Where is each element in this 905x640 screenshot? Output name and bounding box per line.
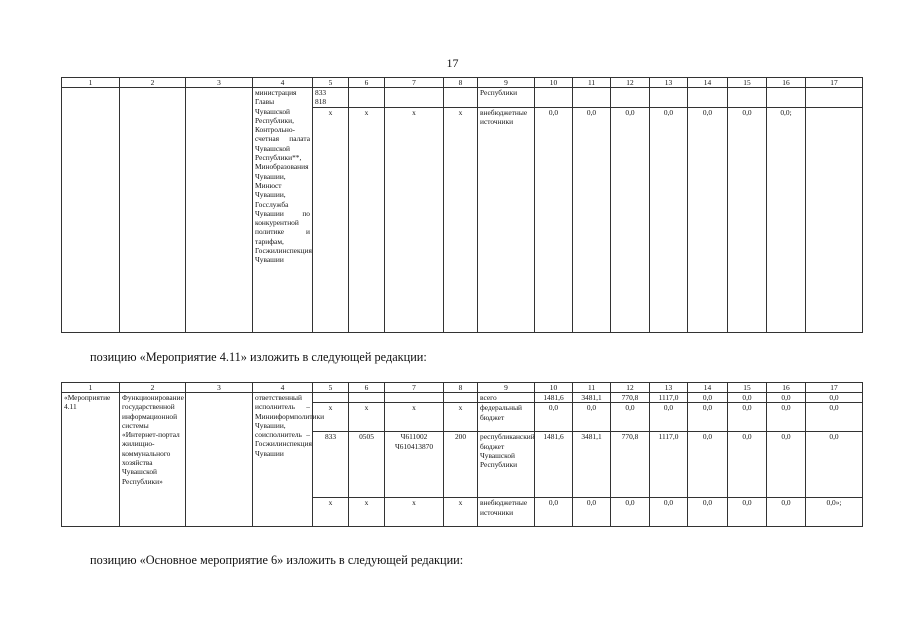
col-header: 9 xyxy=(478,78,535,88)
value-cell: 0,0 xyxy=(806,432,863,498)
empty-cell xyxy=(688,88,728,108)
value-cell: 0,0 xyxy=(688,107,728,332)
grbs-code-cell: 833 818 xyxy=(313,88,349,108)
instruction-paragraph: позицию «Основное мероприятие 6» изложить в следующей редакции: xyxy=(90,553,464,567)
code-cell: x xyxy=(313,403,349,432)
col-header: 5 xyxy=(313,383,349,393)
value-cell: 0,0 xyxy=(535,107,573,332)
value-cell: 1117,0 xyxy=(650,393,688,403)
col-header: 17 xyxy=(806,383,863,393)
value-cell: 0,0 xyxy=(573,403,611,432)
col-header: 14 xyxy=(688,78,728,88)
value-cell: 0,0 xyxy=(535,403,573,432)
funding-source-cell: всего xyxy=(478,393,535,403)
value-cell: 0,0 xyxy=(573,107,611,332)
funding-source-cell: республиканский бюджет Чувашской Республики xyxy=(478,432,535,498)
value-cell: 0,0 xyxy=(728,107,767,332)
value-cell: 0,0 xyxy=(728,432,767,498)
empty-cell xyxy=(186,88,253,333)
code-cell: x xyxy=(385,498,444,527)
value-cell: 0,0 xyxy=(767,403,806,432)
col-header: 15 xyxy=(728,383,767,393)
expense-type-cell: 200 xyxy=(444,432,478,498)
code-cell: x xyxy=(349,498,385,527)
funding-source-cell: Республики xyxy=(478,88,535,108)
empty-cell xyxy=(767,88,806,108)
code-cell: x xyxy=(349,107,385,332)
section-code-cell: 0505 xyxy=(349,432,385,498)
value-cell: 0,0 xyxy=(688,432,728,498)
col-header: 10 xyxy=(535,383,573,393)
value-cell: 0,0 xyxy=(535,498,573,527)
col-header: 1 xyxy=(62,78,120,88)
col-header: 3 xyxy=(186,383,253,393)
funding-source-cell: внебюджетные источники xyxy=(478,498,535,527)
col-header: 4 xyxy=(253,78,313,88)
value-cell: 0,0; xyxy=(767,107,806,332)
empty-cell xyxy=(728,88,767,108)
col-header: 7 xyxy=(385,383,444,393)
col-header: 8 xyxy=(444,78,478,88)
code-cell: x xyxy=(313,107,349,332)
col-header: 9 xyxy=(478,383,535,393)
value-cell: 0,0 xyxy=(573,498,611,527)
value-cell: 1117,0 xyxy=(650,432,688,498)
value-cell: 3481,1 xyxy=(573,432,611,498)
code-cell: x xyxy=(444,107,478,332)
empty-cell xyxy=(444,88,478,108)
col-header: 11 xyxy=(573,383,611,393)
value-cell: 770,8 xyxy=(611,432,650,498)
value-cell: 0,0 xyxy=(611,403,650,432)
col-header: 3 xyxy=(186,78,253,88)
value-cell: 0,0 xyxy=(650,107,688,332)
col-header: 7 xyxy=(385,78,444,88)
col-header: 6 xyxy=(349,78,385,88)
col-header: 13 xyxy=(650,78,688,88)
code-cell: x xyxy=(444,498,478,527)
col-header: 2 xyxy=(120,78,186,88)
code-cell xyxy=(444,393,478,403)
col-header: 16 xyxy=(767,78,806,88)
funding-source-cell: внебюджетные источники xyxy=(478,107,535,332)
code-cell: x xyxy=(385,107,444,332)
measure-4-11-table xyxy=(61,382,863,527)
empty-cell xyxy=(385,88,444,108)
empty-cell xyxy=(806,88,863,108)
empty-cell xyxy=(611,88,650,108)
empty-cell xyxy=(806,107,863,332)
empty-cell xyxy=(120,88,186,333)
value-cell: 0,0 xyxy=(767,498,806,527)
empty-cell xyxy=(349,88,385,108)
value-cell: 0,0 xyxy=(728,403,767,432)
column-number-row xyxy=(62,383,863,393)
table-row xyxy=(62,393,863,403)
value-cell: 0,0 xyxy=(767,393,806,403)
value-cell: 0,0 xyxy=(728,393,767,403)
value-cell: 0,0»; xyxy=(806,498,863,527)
measure-number-cell: «Мероприятие 4.11 xyxy=(62,393,120,527)
code-cell xyxy=(385,393,444,403)
code-cell xyxy=(313,393,349,403)
col-header: 6 xyxy=(349,383,385,393)
code-cell: x xyxy=(385,403,444,432)
value-cell: 0,0 xyxy=(806,403,863,432)
col-header: 1 xyxy=(62,383,120,393)
responsible-executors-cell: ответственный исполнитель – Минииформполитики Чувашии, соисполнитель – Госжилинспекция Чувашии xyxy=(253,393,313,527)
value-cell: 770,8 xyxy=(611,393,650,403)
code-cell: x xyxy=(444,403,478,432)
measure-title-cell: Функционирование государственной информационной системы «Интернет-портал жилищно-коммунального хозяйства Чувашской Республики» xyxy=(120,393,186,527)
col-header: 16 xyxy=(767,383,806,393)
value-cell: 0,0 xyxy=(611,107,650,332)
col-header: 12 xyxy=(611,78,650,88)
empty-cell xyxy=(650,88,688,108)
col-header: 8 xyxy=(444,383,478,393)
empty-cell xyxy=(186,393,253,527)
col-header: 4 xyxy=(253,383,313,393)
empty-cell xyxy=(573,88,611,108)
target-article-cell: Ч611002 Ч610413870 xyxy=(385,432,444,498)
value-cell: 0,0 xyxy=(650,498,688,527)
value-cell: 0,0 xyxy=(767,432,806,498)
funding-source-cell: федеральный бюджет xyxy=(478,403,535,432)
value-cell: 1481,6 xyxy=(535,393,573,403)
col-header: 15 xyxy=(728,78,767,88)
value-cell: 0,0 xyxy=(611,498,650,527)
code-cell: x xyxy=(349,403,385,432)
column-number-row xyxy=(62,78,863,88)
value-cell: 0,0 xyxy=(650,403,688,432)
value-cell: 3481,1 xyxy=(573,393,611,403)
value-cell: 0,0 xyxy=(728,498,767,527)
code-cell: x xyxy=(313,498,349,527)
col-header: 5 xyxy=(313,78,349,88)
value-cell: 0,0 xyxy=(688,393,728,403)
responsible-executors-cell: министрация Главы Чувашской Республики, Контрольно-счетная палата Чувашской Республики**, Минобразования Чувашии, Минюст Чувашии, Госслужба Чувашии по конкурентной политике и тарифам, Госжилинспекция Чувашии xyxy=(253,88,313,333)
grbs-code-cell: 833 xyxy=(313,432,349,498)
col-header: 11 xyxy=(573,78,611,88)
col-header: 2 xyxy=(120,383,186,393)
table-row xyxy=(62,88,863,108)
col-header: 10 xyxy=(535,78,573,88)
empty-cell xyxy=(62,88,120,333)
instruction-paragraph: позицию «Мероприятие 4.11» изложить в следующей редакции: xyxy=(90,350,427,364)
col-header: 13 xyxy=(650,383,688,393)
code-cell xyxy=(349,393,385,403)
value-cell: 0,0 xyxy=(688,498,728,527)
col-header: 14 xyxy=(688,383,728,393)
page-number: 17 xyxy=(446,56,459,70)
program-table-continuation xyxy=(61,77,863,333)
empty-cell xyxy=(535,88,573,108)
col-header: 12 xyxy=(611,383,650,393)
value-cell: 1481,6 xyxy=(535,432,573,498)
value-cell: 0,0 xyxy=(688,403,728,432)
col-header: 17 xyxy=(806,78,863,88)
value-cell: 0,0 xyxy=(806,393,863,403)
